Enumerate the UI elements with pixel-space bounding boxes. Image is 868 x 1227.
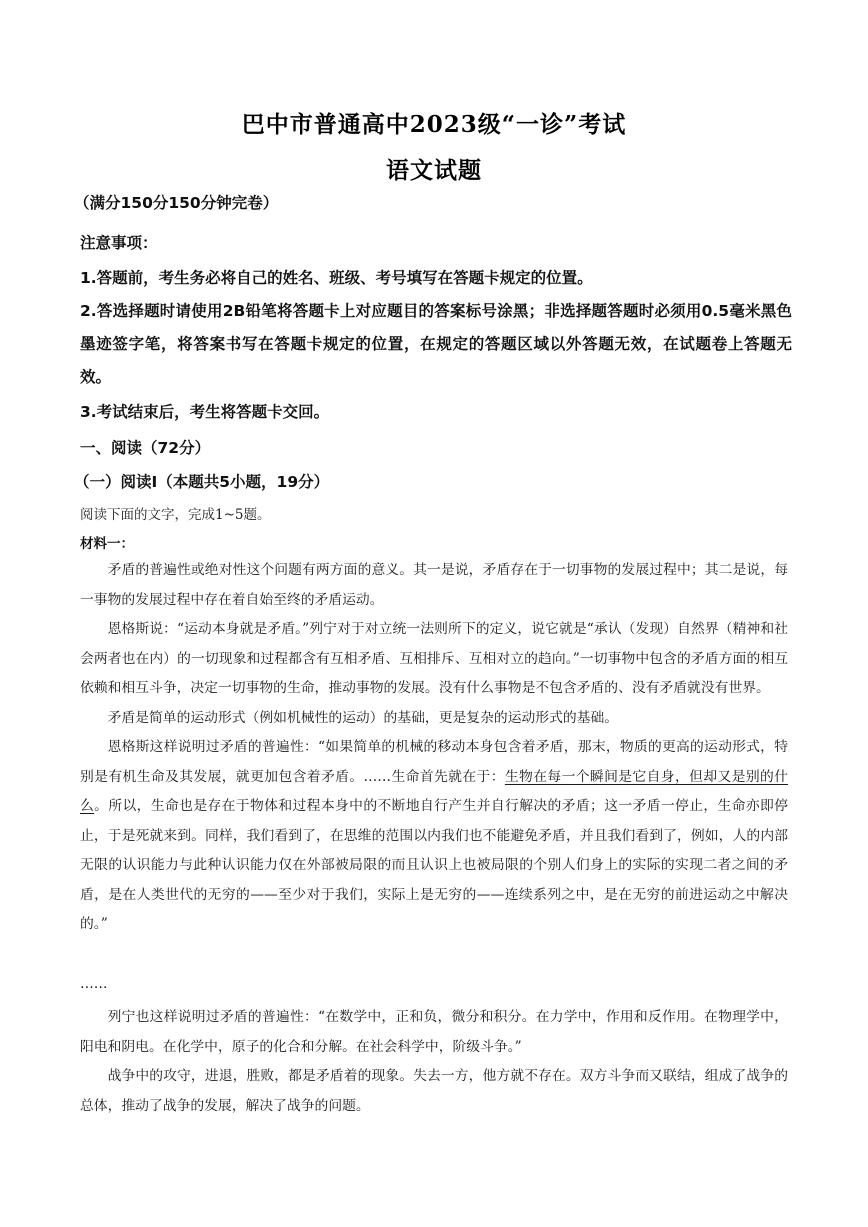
exam-subtitle: 语文试题 [386,157,482,184]
passage-paragraph-4-lead: 恩格斯这样说明过矛盾的普遍性：“如果简单的机械的移动本身包含着矛盾，那末，物质的更高的运动形式，特别是有机生命及其发展，就更加包含着矛盾。……生命首先就在于： [80,739,788,785]
passage-paragraph-3: 矛盾是简单的运动形式（例如机械性的运动）的基础，更是复杂的运动形式的基础。 [107,709,619,726]
passage-paragraph-4-rest: 。所以，生命也是存在于物体和过程本身中的不断地自行产生并自行解决的矛盾；这一矛盾一停止，生命亦即停止，于是死就来到。同样，我们看到了，在思维的范围以内我们也不能避免矛盾，并且我们看到了，例如，人的内部无限的认识能力与此种认识能力仅在外部被局限的而且认识上也被局限的个别人们身上的实际的实现二者之间的矛盾，是在人类世代的无穷的——至少对于我们，实际上是无穷的——连续系列之中，是在无穷的前进运动之中解决的。” [80,798,789,932]
passage [80,556,788,940]
material-label: 材料一： [80,536,134,552]
reading-instruction: 阅读下面的文字，完成1~5题。 [80,507,271,523]
passage-paragraph-1: 矛盾的普遍性或绝对性这个问题有两方面的意义。其一是说，矛盾存在于一切事物的发展过程中；其二是说，每一事物的发展过程中存在着自始至终的矛盾运动。 [80,562,788,608]
notice-item-2: 2.答选择题时请使用2B铅笔将答题卡上对应题目的答案标号涂黑；非选择题答题时必须用0.5毫米黑色墨迹签字笔，将答案书写在答题卡规定的位置，在规定的答题区域以外答题无效，在试题卷上答题无效。 [80,302,792,386]
underlined-phrase: 生物在每一个瞬间是它自身，但却又是别的什么 [80,768,788,814]
omission-ellipsis: …… [80,976,108,992]
section-heading: 一、阅读（72分） [80,439,211,457]
passage-continued [80,1003,788,1121]
notice-heading: 注意事项： [80,234,158,252]
notice-item-1: 1.答题前，考生务必将自己的姓名、班级、考号填写在答题卡规定的位置。 [80,269,593,287]
score-time-note: （满分150分150分钟完卷） [74,194,279,212]
notice-item-3: 3.考试结束后，考生将答题卡交回。 [80,403,330,421]
passage-paragraph-4 [80,733,788,940]
passage-paragraph-2: 恩格斯说：“运动本身就是矛盾。”列宁对于对立统一法则所下的定义，说它就是“承认（发现）自然界（精神和社会两者也在内）的一切现象和过程都含有互相矛盾、互相排斥、互相对立的趋向。”一切事物中包含的矛盾方面的相互依赖和相互斗争，决定一切事物的生命，推动事物的发展。没有什么事物是不包含矛盾的、没有矛盾就没有世界。 [80,621,788,696]
passage-paragraph-5: 列宁也这样说明过矛盾的普遍性：“在数学中，正和负，微分和积分。在力学中，作用和反作用。在物理学中，阳电和阴电。在化学中，原子的化合和分解。在社会科学中，阶级斗争。” [80,1009,788,1055]
section-subheading: （一）阅读Ⅰ（本题共5小题，19分） [74,473,330,491]
passage-paragraph-6: 战争中的攻守，进退，胜败，都是矛盾着的现象。失去一方，他方就不存在。双方斗争而又联结，组成了战争的总体，推动了战争的发展，解决了战争的问题。 [80,1068,788,1114]
exam-title: 巴中市普通高中2023级“一诊”考试 [241,111,627,138]
